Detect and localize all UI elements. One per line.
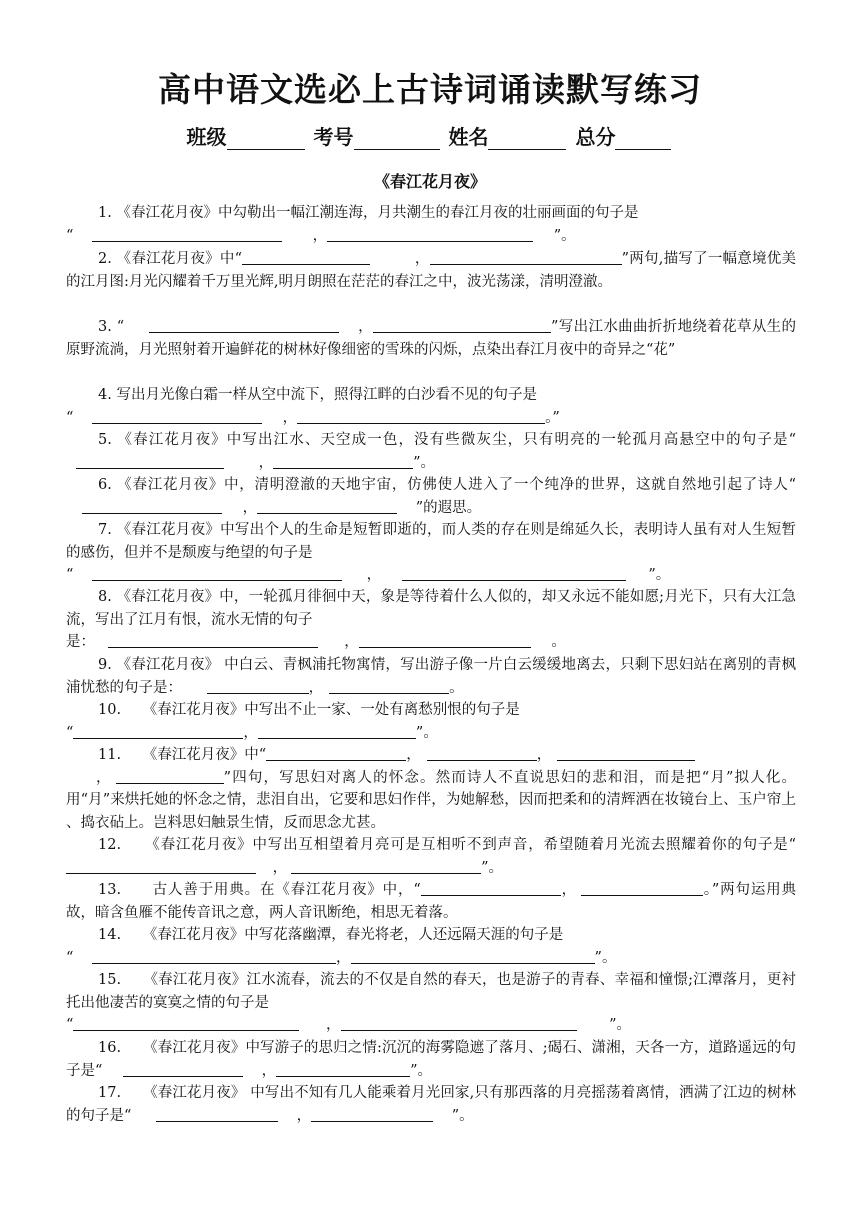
exam-no-label: 考号 bbox=[313, 125, 354, 149]
question-3: 3. “ ， ”写出江水曲曲折折地绕着花草从生的原野流淌，月光照射着开遍鲜花的树林好像细密的雪珠的闪烁，点染出春江月夜中的奇异之“花” bbox=[66, 319, 797, 358]
question-7: 7. 《春江花月夜》中写出个人的生命是短暂即逝的，而人类的存在则是绵延久长，表明诗人虽有对人生短暂的感伤，但并不是颓废与绝望的句子是 “ ， ”。 bbox=[66, 522, 796, 583]
answer-blank[interactable] bbox=[329, 678, 449, 694]
question-9: 9. 《春江花月夜》 中白云、青枫浦托物寓情，写出游子像一片白云缓缓地离去，只剩下思妇站在离别的青枫浦忧愁的句子是： ， 。 bbox=[66, 657, 796, 696]
question-16: 16. 《春江花月夜》中写游子的思归之情:沉沉的海雾隐遮了落月、;碣石、潇湘，天各一方，道路遥远的句子是“ ， ”。 bbox=[66, 1040, 796, 1079]
question-8: 8. 《春江花月夜》中，一轮孤月徘徊中天，象是等待着什么人似的，却又永远不能如愿;月光下，只有大江急流，写出了江月有恨，流水无情的句子 是： ， 。 bbox=[66, 589, 796, 650]
answer-blank[interactable] bbox=[327, 226, 533, 242]
answer-blank[interactable] bbox=[66, 858, 256, 874]
question-6: 6. 《春江花月夜》中，清明澄澈的天地宇宙，仿佛使人进入了一个纯净的世界，这就自然地引起了诗人“ ， ”的遐思。 bbox=[66, 474, 796, 519]
answer-blank[interactable] bbox=[581, 880, 703, 896]
question-10: 10. 《春江花月夜》中写出不止一家、一处有离愁别恨的句子是 “ ， ”。 bbox=[66, 702, 520, 741]
exam-no-blank[interactable] bbox=[354, 129, 440, 150]
answer-blank[interactable] bbox=[421, 880, 561, 896]
answer-blank[interactable] bbox=[92, 948, 336, 964]
question-17: 17. 《春江花月夜》 中写出不知有几人能乘着月光回家,只有那西落的月亮摇荡着离情，洒满了江边的树林的句子是“ ， ”。 bbox=[66, 1085, 796, 1124]
answer-blank[interactable] bbox=[257, 498, 397, 514]
answer-blank[interactable] bbox=[266, 745, 406, 761]
answer-blank[interactable] bbox=[430, 249, 622, 265]
answer-blank[interactable] bbox=[82, 498, 222, 514]
answer-blank[interactable] bbox=[73, 723, 243, 739]
answer-blank[interactable] bbox=[373, 317, 551, 333]
student-info-line bbox=[0, 121, 860, 150]
score-blank[interactable] bbox=[615, 129, 671, 150]
answer-blank[interactable] bbox=[273, 453, 413, 469]
question-14: 14. 《春江花月夜》中写花落幽潭，春光将老，人还远隔天涯的句子是 “ ， ”。 bbox=[66, 927, 617, 966]
answer-blank[interactable] bbox=[73, 1015, 299, 1031]
answer-blank[interactable] bbox=[92, 565, 342, 581]
section-title: 《春江花月夜》 bbox=[373, 172, 486, 191]
name-label: 姓名 bbox=[448, 125, 489, 149]
name-blank[interactable] bbox=[488, 129, 566, 150]
answer-blank[interactable] bbox=[297, 408, 545, 424]
score-label: 总分 bbox=[575, 125, 616, 149]
answer-blank[interactable] bbox=[341, 1015, 577, 1031]
answer-blank[interactable] bbox=[402, 565, 626, 581]
answer-blank[interactable] bbox=[92, 408, 262, 424]
class-blank[interactable] bbox=[227, 129, 305, 150]
answer-blank[interactable] bbox=[427, 745, 537, 761]
answer-blank[interactable] bbox=[149, 317, 339, 333]
question-11: 11. 《春江花月夜》中“ ， ， ， ”四句，写思妇对离人的怀念。然而诗人不直说思妇的悲和泪，而是把“月”拟人化。用“月”来烘托她的怀念之情，悲泪自出，它要和思妇作伴，为她解愁，因而把柔和的清辉洒在妆镜台上、玉户帘上 、捣衣砧上。岂料思妇触景生情，反而思念尤甚。 bbox=[66, 747, 796, 831]
answer-blank[interactable] bbox=[311, 1106, 433, 1122]
answer-blank[interactable] bbox=[258, 723, 416, 739]
answer-blank[interactable] bbox=[359, 632, 531, 648]
answer-blank[interactable] bbox=[207, 678, 309, 694]
question-1: 1. 《春江花月夜》中勾勒出一幅江潮连海，月共潮生的春江月夜的壮丽画面的句子是 “ ， ”。 bbox=[66, 205, 639, 244]
question-4: 4. 写出月光像白霜一样从空中流下，照得江畔的白沙看不见的句子是 “ ， 。” bbox=[66, 387, 560, 426]
question-12: 12. 《春江花月夜》中写出互相望着月亮可是互相听不到声音，希望随着月光流去照耀着你的句子是“ ， ”。 bbox=[66, 834, 796, 879]
class-label: 班级 bbox=[186, 125, 227, 149]
answer-blank[interactable] bbox=[76, 453, 224, 469]
answer-blank[interactable] bbox=[242, 249, 370, 265]
answer-blank[interactable] bbox=[276, 1061, 410, 1077]
answer-blank[interactable] bbox=[108, 632, 318, 648]
answer-blank[interactable] bbox=[92, 226, 282, 242]
question-2: 2. 《春江花月夜》中“ ， ”两句,描写了一幅意境优美的江月图:月光闪耀着千万里光辉,明月朗照在茫茫的春江之中，波光荡漾，清明澄澈。 bbox=[66, 251, 797, 290]
answer-blank[interactable] bbox=[123, 1061, 243, 1077]
answer-blank[interactable] bbox=[557, 745, 695, 761]
question-13: 13. 古人善于用典。在《春江花月夜》中，“ ， 。”两句运用典故，暗含鱼雁不能传音讯之意，两人音讯断绝，相思无着落。 bbox=[66, 882, 796, 921]
answer-blank[interactable] bbox=[116, 768, 224, 784]
question-5: 5. 《春江花月夜》中写出江水、天空成一色，没有些微灰尘，只有明亮的一轮孤月高悬空中的句子是“ ， ”。 bbox=[66, 429, 796, 474]
question-15: 15. 《春江花月夜》江水流春，流去的不仅是自然的春天，也是游子的青春、幸福和憧憬;江潭落月，更衬托出他凄苦的寞寞之情的句子是 “ ， ”。 bbox=[66, 972, 796, 1033]
page-title: 高中语文选必上古诗词诵读默写练习 bbox=[158, 70, 702, 109]
answer-blank[interactable] bbox=[156, 1106, 278, 1122]
answer-blank[interactable] bbox=[351, 948, 595, 964]
answer-blank[interactable] bbox=[291, 858, 481, 874]
